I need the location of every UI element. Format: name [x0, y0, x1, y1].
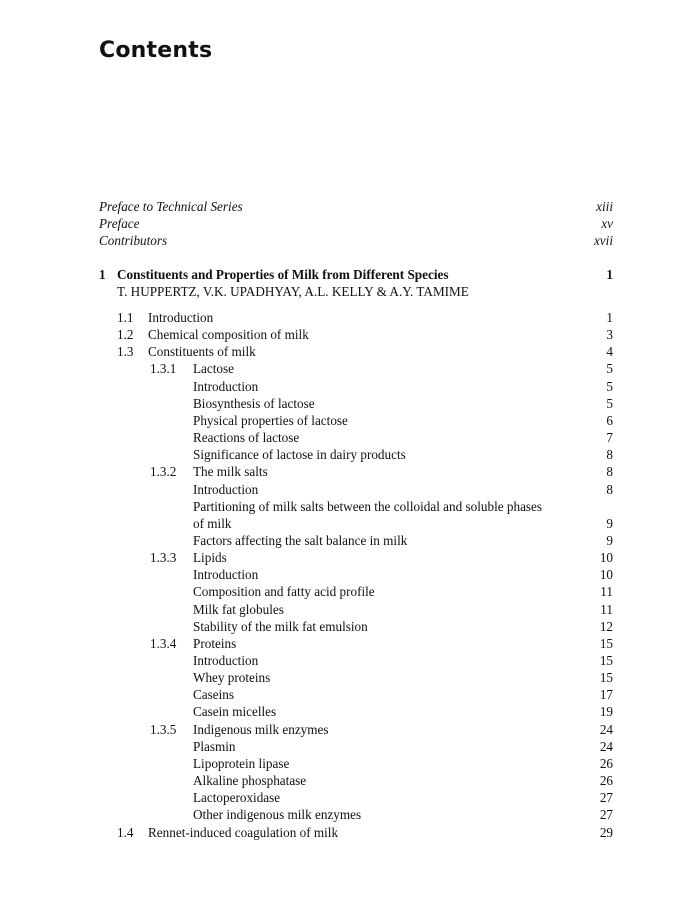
toc-entry-page: 3	[606, 327, 613, 342]
toc-entry-title: Partitioning of milk salts between the colloidal and soluble phases	[193, 499, 543, 514]
toc-entry-title: Reactions of lactose	[193, 430, 300, 445]
toc-entry-level-3[interactable]	[0, 566, 687, 583]
toc-entry-title: Lipids	[193, 550, 227, 565]
toc-row-front-matter[interactable]	[0, 215, 687, 232]
toc-entry-page: 5	[606, 361, 613, 376]
toc-entry-number: 1.1	[117, 310, 134, 325]
toc-entry-level-3[interactable]	[0, 412, 687, 429]
toc-entry-page: 27	[599, 807, 613, 822]
toc-row-front-matter[interactable]	[0, 232, 687, 249]
toc-entry-page: 15	[599, 653, 613, 668]
toc-entry-title: Composition and fatty acid profile	[193, 584, 375, 599]
chapter-title: Constituents and Properties of Milk from Different Species	[117, 267, 449, 282]
toc-entry-page: 5	[606, 396, 613, 411]
toc-entry-level-3[interactable]	[0, 532, 687, 549]
toc-entry-page: 19	[599, 704, 613, 719]
toc-entry-level-1[interactable]	[0, 309, 687, 326]
toc-entry-level-2[interactable]	[0, 360, 687, 377]
toc-entry-title: Lactose	[193, 361, 235, 376]
toc-entry-level-3[interactable]	[0, 652, 687, 669]
toc-entry-title: Rennet-induced coagulation of milk	[148, 825, 339, 840]
toc-entry-title: Proteins	[193, 636, 237, 651]
toc-entry-title: Preface	[99, 216, 140, 231]
toc-entry-title: Introduction	[193, 653, 259, 668]
toc-entry-page: 4	[606, 344, 613, 359]
toc-entry-page: 29	[599, 825, 613, 840]
toc-entry-level-3[interactable]	[0, 686, 687, 703]
toc-entry-number: 1.3.3	[150, 550, 177, 565]
toc-entry-level-2[interactable]	[0, 463, 687, 480]
toc-entry-title: Caseins	[193, 687, 235, 702]
toc-entry-page: 17	[599, 687, 613, 702]
toc-entry-level-3[interactable]	[0, 772, 687, 789]
toc-entry-page: 1	[606, 310, 613, 325]
toc-entry-level-3[interactable]	[0, 806, 687, 823]
toc-entry-title: Factors affecting the salt balance in milk	[193, 533, 408, 548]
toc-entry-number: 1.3.4	[150, 636, 177, 651]
toc-entry-title: Whey proteins	[193, 670, 271, 685]
toc-entry-page: xiii	[596, 199, 613, 214]
toc-entry-number: 1.3.1	[150, 361, 177, 376]
toc-entry-page: 10	[599, 550, 613, 565]
toc-entry-title: Physical properties of lactose	[193, 413, 348, 428]
toc-entry-title: Lactoperoxidase	[193, 790, 281, 805]
toc-entry-page: 8	[606, 464, 613, 479]
toc-entry-page: 5	[606, 379, 613, 394]
toc-entry-title: Plasmin	[193, 739, 236, 754]
toc-entry-level-3[interactable]	[0, 789, 687, 806]
toc-entry-page: 8	[606, 482, 613, 497]
toc-entry-number: 1.3	[117, 344, 134, 359]
toc-entry-page: 9	[606, 533, 613, 548]
toc-entry-level-3[interactable]	[0, 429, 687, 446]
toc-entry-level-1[interactable]	[0, 824, 687, 841]
chapter-authors: T. HUPPERTZ, V.K. UPADHYAY, A.L. KELLY & A.Y. TAMIME	[117, 284, 469, 299]
toc-entry-title: Other indigenous milk enzymes	[193, 807, 362, 822]
toc-entry-level-3[interactable]	[0, 669, 687, 686]
chapter-page: 1	[606, 267, 613, 282]
toc-entry-title: Indigenous milk enzymes	[193, 722, 329, 737]
toc-entry-level-2[interactable]	[0, 721, 687, 738]
toc-entry-page: 26	[599, 756, 613, 771]
toc-entry-title: Introduction	[193, 482, 259, 497]
toc-entry-page: 7	[606, 430, 613, 445]
toc-entry-level-3[interactable]	[0, 583, 687, 600]
toc-entry-title: The milk salts	[193, 464, 268, 479]
toc-entry-page: xv	[601, 216, 613, 231]
toc-entry-page: xvii	[593, 233, 613, 248]
toc-entry-number: 1.4	[117, 825, 134, 840]
toc-entry-page: 6	[606, 413, 613, 428]
toc-row-front-matter[interactable]	[0, 198, 687, 215]
toc-entry-title: Introduction	[193, 567, 259, 582]
toc-entry-number: 1.2	[117, 327, 134, 342]
toc-entry-page: 24	[599, 722, 613, 737]
toc-entry-title: Significance of lactose in dairy products	[193, 447, 406, 462]
toc-entry-level-2[interactable]	[0, 549, 687, 566]
toc-entry-title: Chemical composition of milk	[148, 327, 309, 342]
toc-entry-level-3[interactable]	[0, 481, 687, 498]
toc-entry-level-3[interactable]	[0, 395, 687, 412]
toc-entry-level-3[interactable]	[0, 618, 687, 635]
toc-entry-page: 27	[599, 790, 613, 805]
toc-entry-page: 10	[599, 567, 613, 582]
toc-entry-title: Alkaline phosphatase	[193, 773, 307, 788]
toc-entry-title: Contributors	[99, 233, 168, 248]
toc-entry-level-1[interactable]	[0, 343, 687, 360]
chapter-number: 1	[99, 267, 106, 282]
toc-entry-level-3[interactable]	[0, 498, 687, 515]
toc-entry-page: 24	[599, 739, 613, 754]
toc-entry-page: 8	[606, 447, 613, 462]
toc-entry-number: 1.3.2	[150, 464, 177, 479]
toc-entry-page: 11	[600, 584, 613, 599]
toc-entry-title: Biosynthesis of lactose	[193, 396, 315, 411]
toc-entry-level-1[interactable]	[0, 326, 687, 343]
toc-entry-title: Preface to Technical Series	[99, 199, 243, 214]
toc-entry-title: Casein micelles	[193, 704, 277, 719]
toc-chapter-heading[interactable]	[0, 266, 687, 283]
toc-entry-level-3[interactable]	[0, 738, 687, 755]
toc-entry-level-2[interactable]	[0, 635, 687, 652]
toc-entry-level-3[interactable]	[0, 446, 687, 463]
toc-entry-title: Stability of the milk fat emulsion	[193, 619, 368, 634]
page-title: Contents	[99, 38, 213, 63]
toc-entry-page: 15	[599, 636, 613, 651]
toc-entry-level-3[interactable]	[0, 601, 687, 618]
toc-entry-page: 12	[599, 619, 613, 634]
toc-entry-title: Constituents of milk	[148, 344, 256, 359]
toc-entry-page: 11	[600, 602, 613, 617]
toc-entry-title: Introduction	[193, 379, 259, 394]
toc-entry-level-3[interactable]	[0, 378, 687, 395]
toc-entry-title: Milk fat globules	[193, 602, 284, 617]
toc-entry-level-3[interactable]	[0, 515, 687, 532]
toc-entry-number: 1.3.5	[150, 722, 177, 737]
toc-entry-level-3[interactable]	[0, 755, 687, 772]
toc-entry-title: Introduction	[148, 310, 214, 325]
chapter-authors-row	[0, 283, 687, 300]
toc-entry-page: 26	[599, 773, 613, 788]
toc-entry-page: 9	[606, 516, 613, 531]
toc-entry-title: Lipoprotein lipase	[193, 756, 290, 771]
toc-entry-level-3[interactable]	[0, 703, 687, 720]
toc-entry-title: of milk	[193, 516, 232, 531]
toc-entry-page: 15	[599, 670, 613, 685]
